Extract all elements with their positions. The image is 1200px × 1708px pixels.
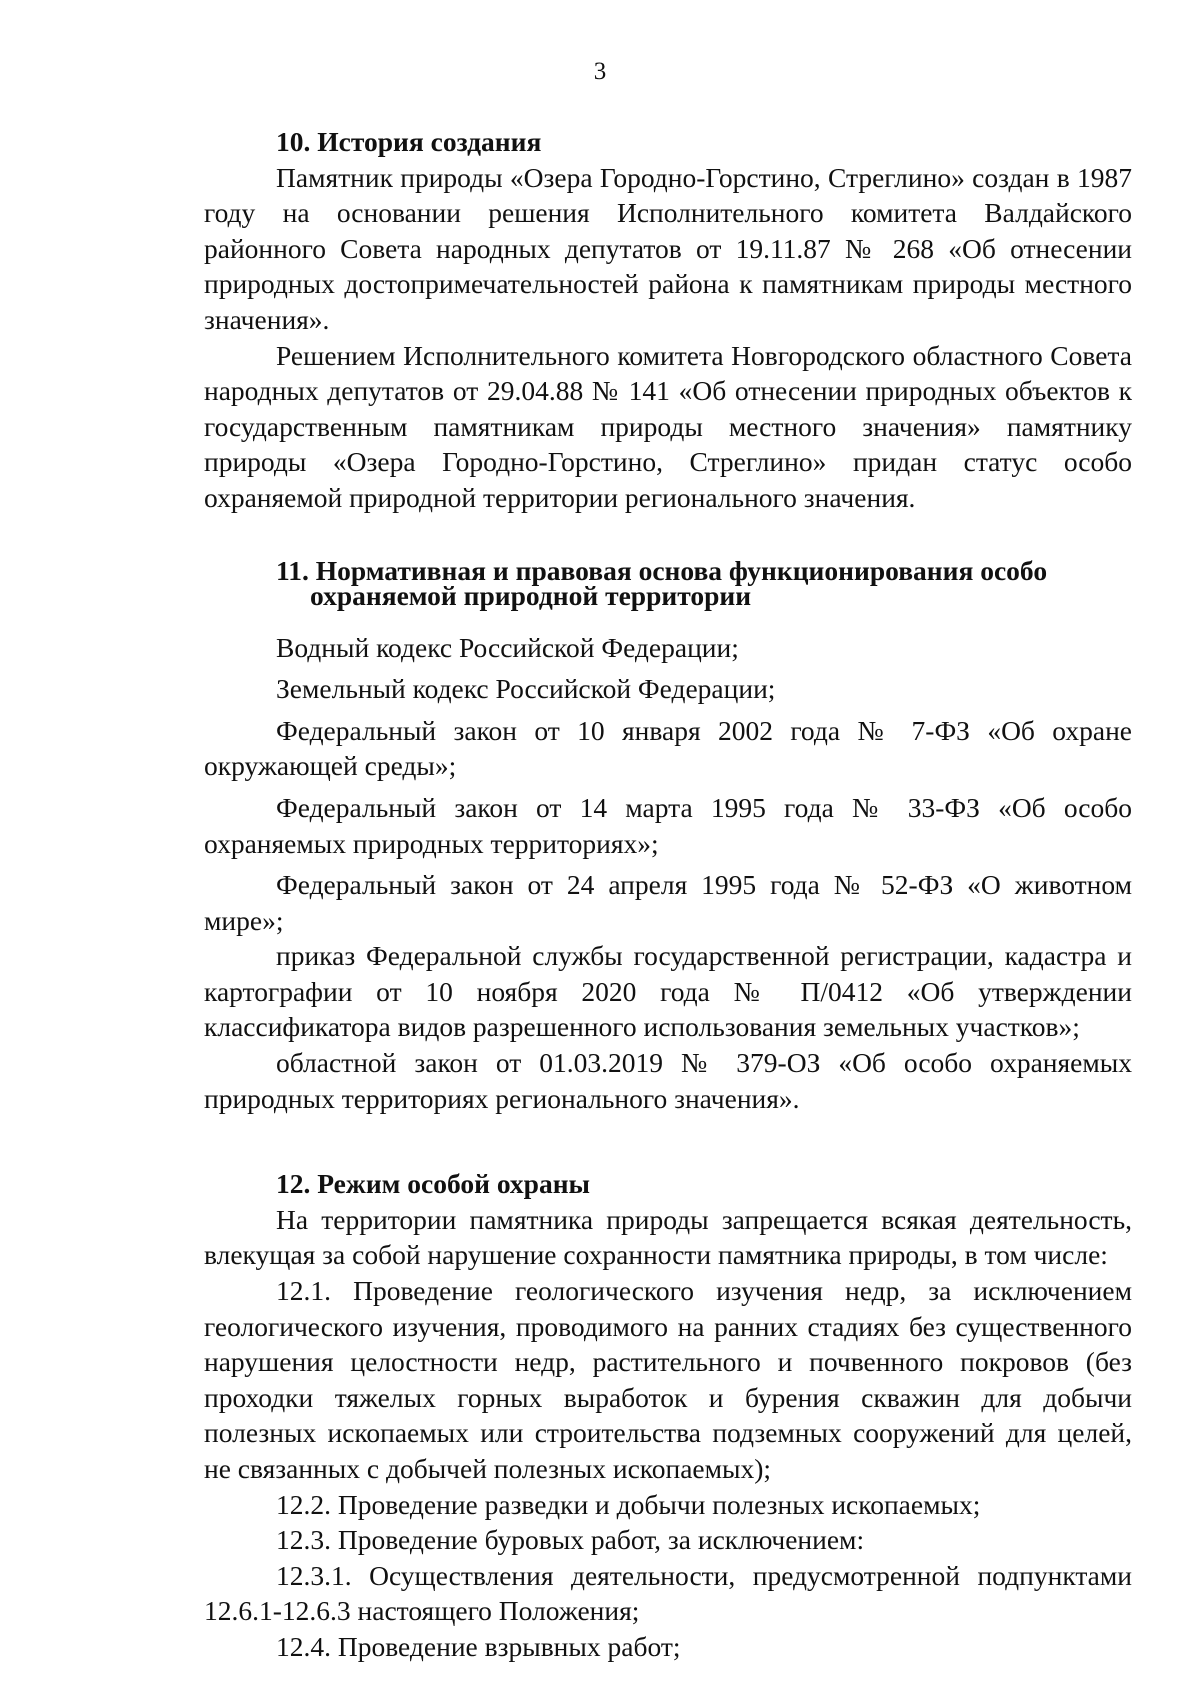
section-12-paragraph: На территории памятника природы запрещается всякая деятельность, влекущая за собой нарушение сохранности памятника природы, в том числе: — [204, 1203, 1132, 1271]
section-11-paragraph: Федеральный закон от 10 января 2002 года № 7-ФЗ «Об охране окружающей среды»; — [204, 714, 1132, 782]
section-12-paragraph: 12.4. Проведение взрывных работ; — [276, 1630, 681, 1662]
section-11-heading — [204, 554, 1132, 611]
section-12-paragraph: 12.3.1. Осуществления деятельности, предусмотренной подпунктами 12.6.1-12.6.3 настоящего Положения; — [204, 1559, 1132, 1627]
section-12-paragraph: 12.3. Проведение буровых работ, за исключением: — [276, 1524, 865, 1556]
section-10-paragraph: Решением Исполнительного комитета Новгородского областного Совета народных депутатов от 29.04.88 № 141 «Об отнесении природных объектов к государственным памятникам природы местного значения» памятнику природы «Озера Городно-Горстино, Стреглино» придан статус особо охраняемой природной территории регионального значения. — [204, 339, 1132, 513]
section-12-heading: 12. Режим особой охраны — [276, 1168, 591, 1200]
section-12-paragraph: 12.1. Проведение геологического изучения недр, за исключением геологического изучения, проводимого на ранних стадиях без существенного нарушения целостности недр, растительного и почвенного покровов (без проходки тяжелых горных выработок и бурения скважин для добычи полезных ископаемых или строительства подземных сооружений для целей, не связанных с добычей полезных ископаемых); — [204, 1275, 1132, 1484]
heading-spacer — [204, 608, 1132, 630]
section-11-paragraph: Федеральный закон от 24 апреля 1995 года № 52-ФЗ «О животном мире»; — [204, 869, 1132, 936]
section-10-heading: 10. История создания — [276, 126, 542, 157]
section-spacer — [204, 516, 1132, 558]
section-spacer — [204, 1116, 1132, 1166]
section-10-paragraph: Памятник природы «Озера Городно-Горстино, Стреглино» создан в 1987 году на основании решения Исполнительного комитета Валдайского районного Совета народных депутатов от 19.11.87 № 268 «Об отнесении природных достопримечательностей района к памятникам природы местного значения». — [204, 161, 1132, 335]
section-11-paragraph: приказ Федеральной службы государственной регистрации, кадастра и картографии от 10 ноября 2020 года № П/0412 «Об утверждении классификатора видов разрешенного использования земельных участков»; — [204, 940, 1132, 1043]
page-number: 3 — [593, 58, 607, 85]
section-12-paragraph: 12.2. Проведение разведки и добычи полезных ископаемых; — [276, 1488, 981, 1520]
section-11-heading-line2: охраняемой природной территории — [310, 579, 752, 611]
document-body — [204, 124, 1132, 1665]
section-11-heading-line1: 11. Нормативная и правовая основа функционирования особо — [276, 554, 1048, 586]
section-11-paragraph: Федеральный закон от 14 марта 1995 года № 33-ФЗ «Об особо охраняемых природных территориях»; — [204, 791, 1132, 859]
section-11-paragraph: Земельный кодекс Российской Федерации; — [276, 673, 776, 705]
section-11-paragraph: областной закон от 01.03.2019 № 379-ОЗ «Об особо охраняемых природных территориях регионального значения». — [204, 1047, 1132, 1114]
section-11-paragraph: Водный кодекс Российской Федерации; — [276, 631, 739, 663]
